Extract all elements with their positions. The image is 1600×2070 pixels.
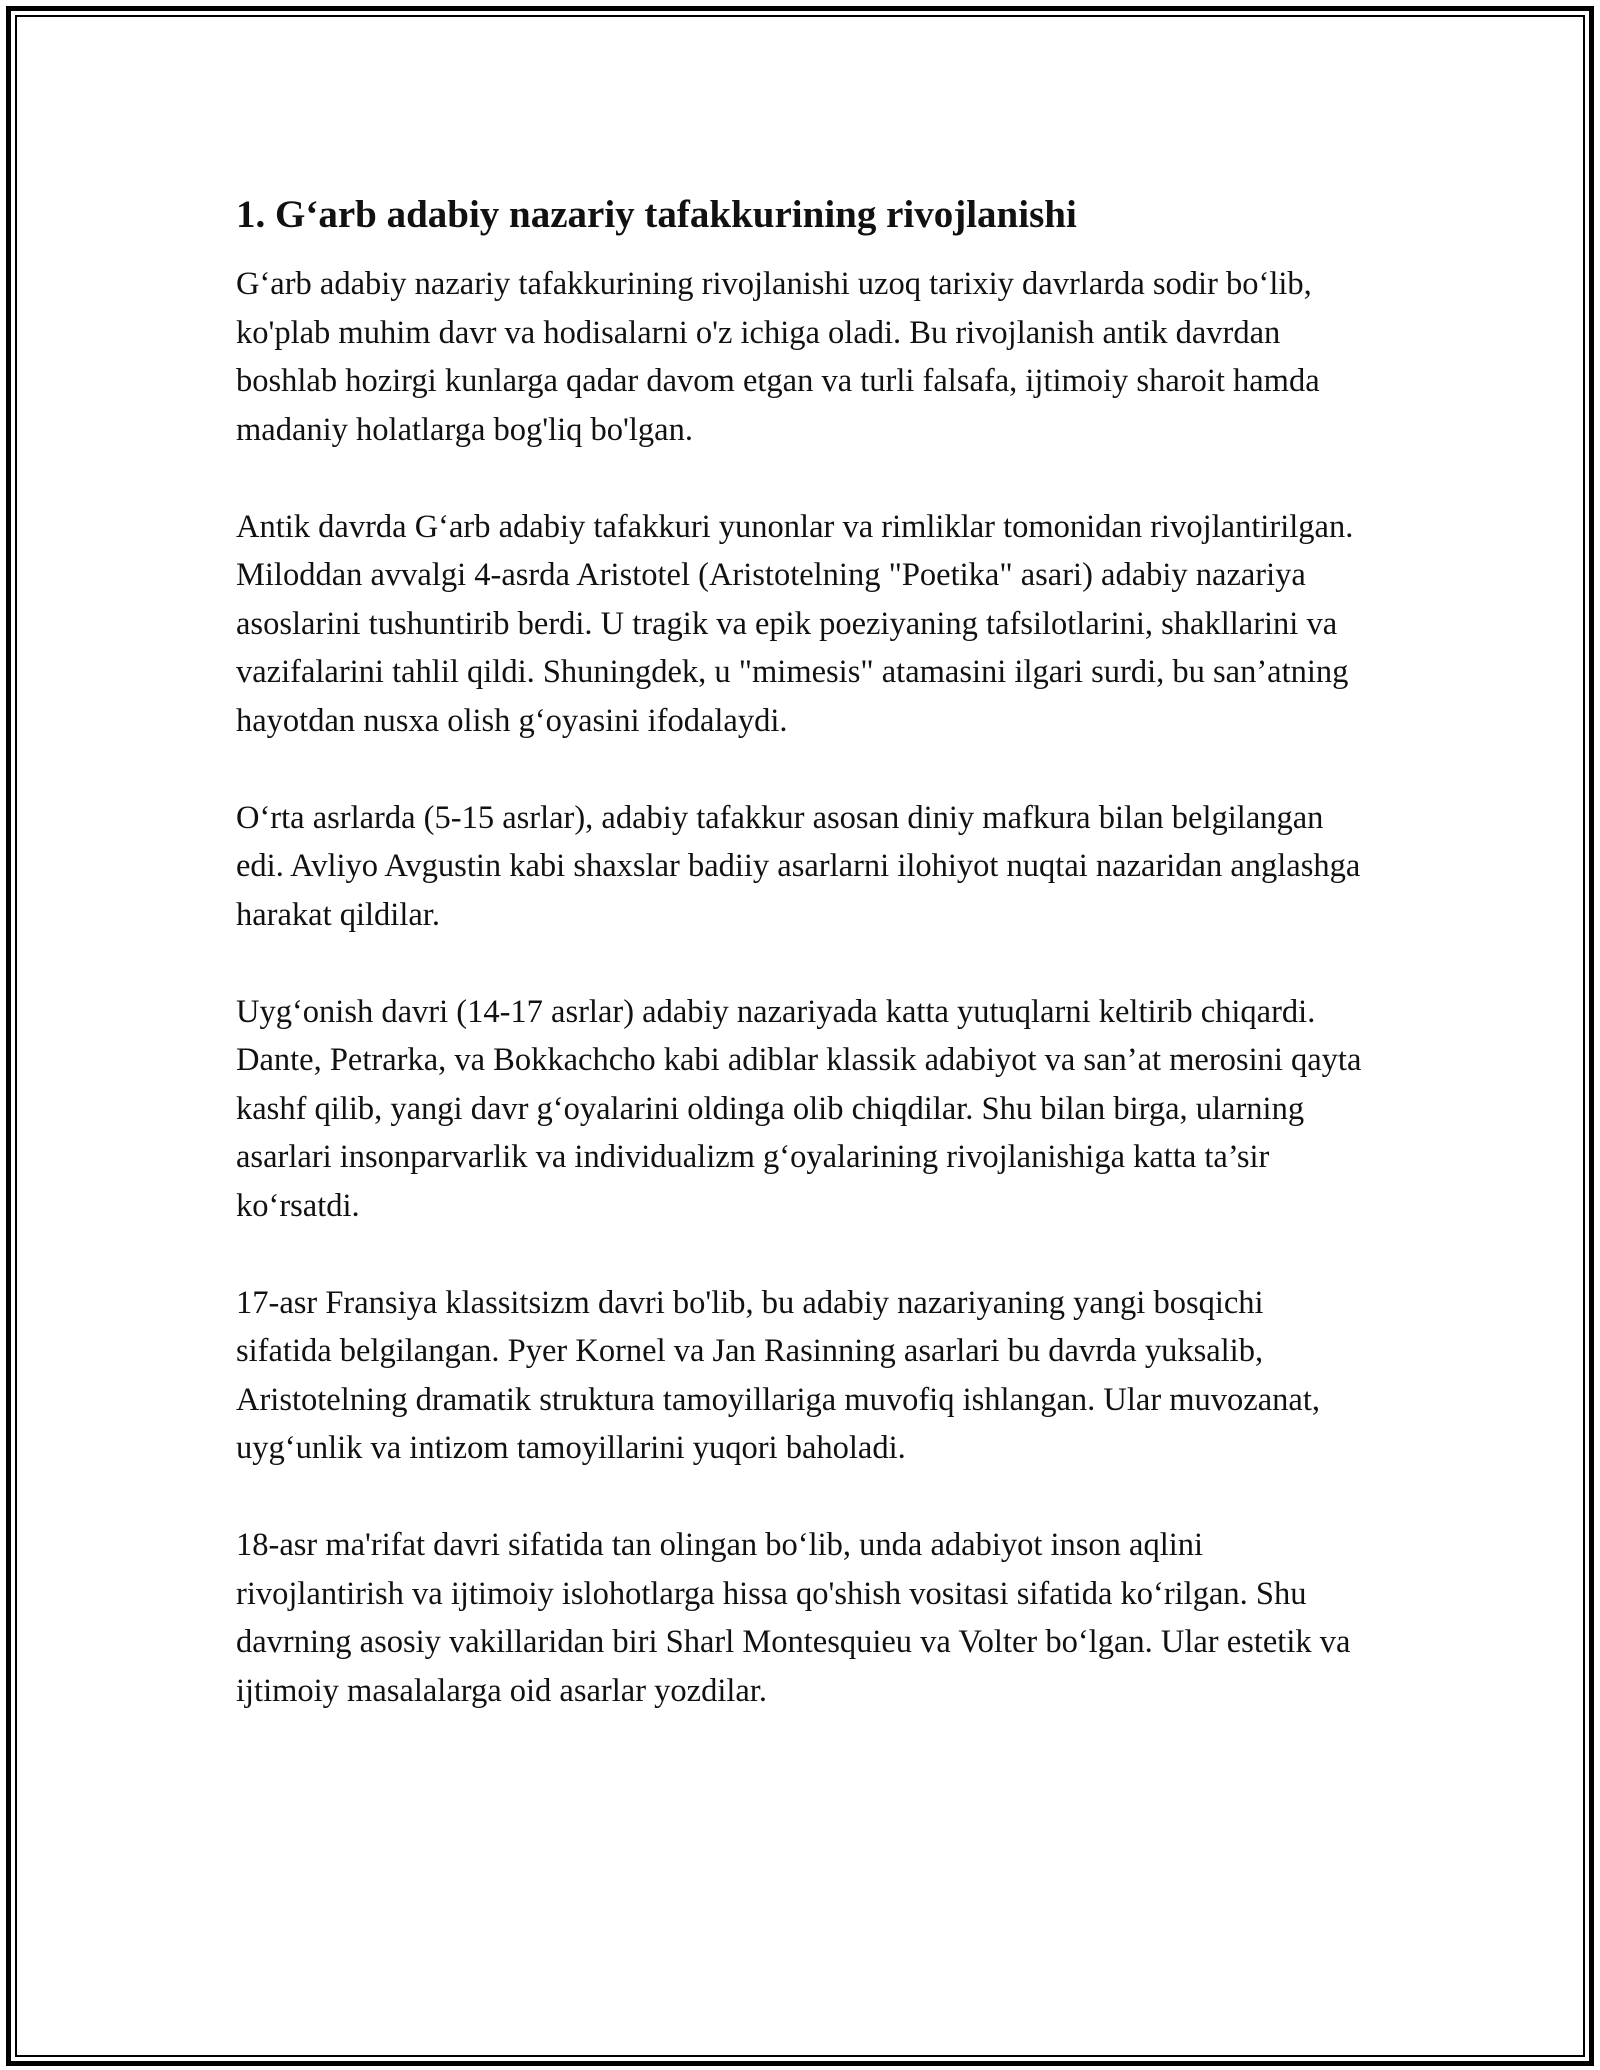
- paragraph-renaissance: Uyg‘onish davri (14-17 asrlar) adabiy nazariyada katta yutuqlarni keltirib chiqardi. Dante, Petrarka, va Bokkachcho kabi adiblar klassik adabiyot va san’at merosini qayta kashf qilib, yangi davr g‘oyalarini oldinga olib chiqdilar. Shu bilan birga, ularning asarlari insonparvarlik va individualizm g‘oyalarining rivojlanishiga katta ta’sir ko‘rsatdi.: [236, 993, 1362, 1224]
- paragraph-antiquity: Antik davrda G‘arb adabiy tafakkuri yunonlar va rimliklar tomonidan rivojlantirilgan. Miloddan avvalgi 4-asrda Aristotel (Aristotelning "Poetika" asari) adabiy nazariya asoslarini tushuntirib berdi. U tragik va epik poeziyaning tafsilotlarini, shakllarini va vazifalarini tahlil qildi. Shuningdek, u "mimesis" atamasini ilgari surdi, bu san’atning hayotdan nusxa olish g‘oyasini ifodalaydi.: [236, 508, 1354, 739]
- document-body: [236, 186, 1366, 1764]
- paragraph-classicism: 17-asr Fransiya klassitsizm davri bo'lib, bu adabiy nazariyaning yangi bosqichi sifatida belgilangan. Pyer Kornel va Jan Rasinning asarlari bu davrda yuksalib, Aristotelning dramatik struktura tamoyillariga muvofiq ishlangan. Ular muvozanat, uyg‘unlik va intizom tamoyillarini yuqori baholadi.: [236, 1284, 1320, 1466]
- paragraph-enlightenment: 18-asr ma'rifat davri sifatida tan olingan bo‘lib, unda adabiyot inson aqlini rivojlantirish va ijtimoiy islohotlarga hissa qo'shish vositasi sifatida ko‘rilgan. Shu davrning asosiy vakillaridan biri Sharl Montesquieu va Volter bo‘lgan. Ular estetik va ijtimoiy masalalarga oid asarlar yozdilar.: [236, 1527, 1351, 1709]
- section-heading: 1. G‘arb adabiy nazariy tafakkurining rivojlanishi: [236, 193, 1077, 236]
- paragraph-middle-ages: O‘rta asrlarda (5-15 asrlar), adabiy tafakkur asosan diniy mafkura bilan belgilangan edi. Avliyo Avgustin kabi shaxslar badiiy asarlarni ilohiyot nuqtai nazaridan anglashga harakat qildilar.: [236, 799, 1361, 933]
- paragraph-intro: G‘arb adabiy nazariy tafakkurining rivojlanishi uzoq tarixiy davrlarda sodir bo‘lib, ko'plab muhim davr va hodisalarni o'z ichiga oladi. Bu rivojlanish antik davrdan boshlab hozirgi kunlarga qadar davom etgan va turli falsafa, ijtimoiy sharoit hamda madaniy holatlarga bog'liq bo'lgan.: [236, 266, 1320, 448]
